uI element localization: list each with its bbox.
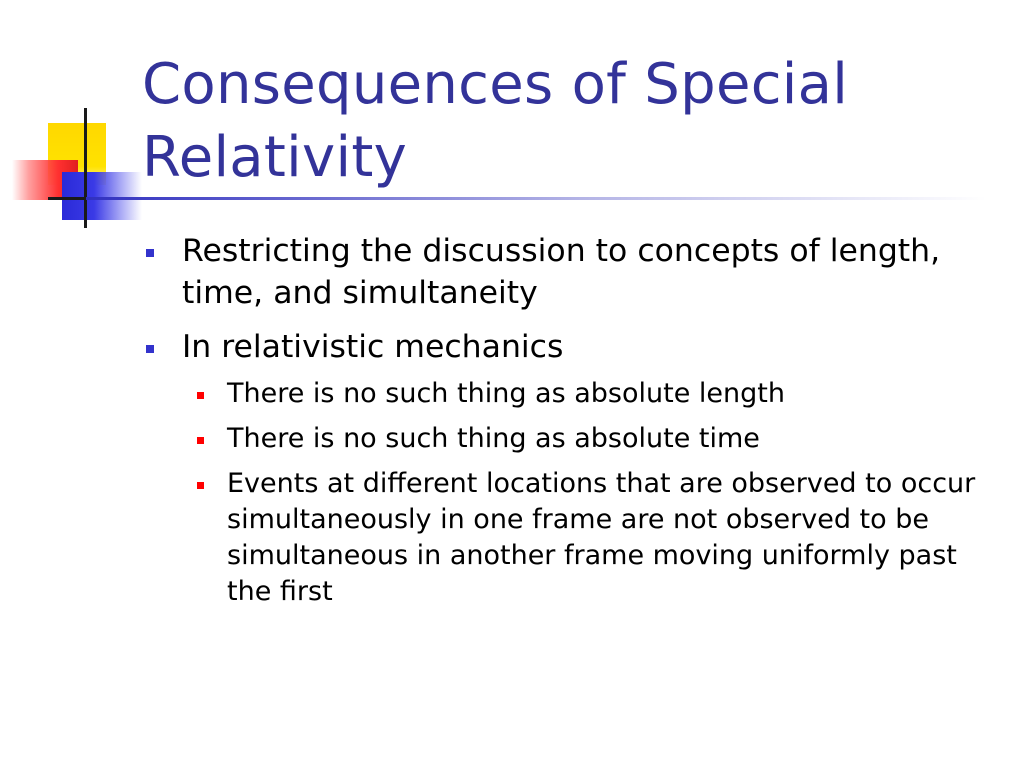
sub-bullet-square-icon <box>197 437 204 444</box>
sub-bullet-text: Events at different locations that are observed to occur simultaneously in one frame are not observed to be simultaneous in another frame moving uniformly past the first <box>227 468 976 607</box>
sub-bullet-text: There is no such thing as absolute length <box>227 378 785 409</box>
bullet-text: Restricting the discussion to concepts of length, time, and simultaneity <box>182 233 941 311</box>
bullet-square-icon <box>146 345 154 353</box>
sub-bullet-item <box>182 466 1002 610</box>
sub-bullet-text: There is no such thing as absolute time <box>227 423 760 454</box>
slide-title: Consequences of Special Relativity <box>142 52 849 190</box>
title-underline-rule <box>86 197 986 200</box>
sub-bullet-list <box>182 376 1002 610</box>
sub-bullet-square-icon <box>197 392 204 399</box>
bullet-item <box>142 230 1002 314</box>
bullet-square-icon <box>146 249 154 257</box>
bullet-text: In relativistic mechanics <box>182 329 564 365</box>
sub-bullet-item <box>182 376 1002 412</box>
decorative-cross-logo <box>0 0 150 240</box>
sub-bullet-square-icon <box>197 482 204 489</box>
vertical-line-shape <box>84 108 87 228</box>
bullet-item <box>142 326 1002 610</box>
sub-bullet-item <box>182 421 1002 457</box>
blue-bar-shape <box>62 172 142 220</box>
bullet-list <box>142 230 1002 622</box>
